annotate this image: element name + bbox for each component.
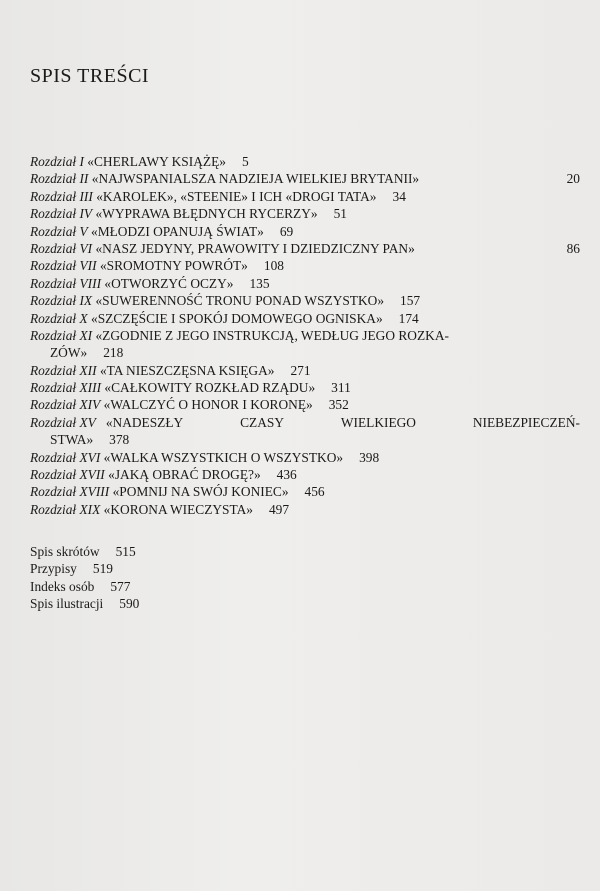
chapter-label: Rozdział IX bbox=[30, 293, 93, 309]
page-number: 157 bbox=[400, 293, 421, 309]
chapter-label: Rozdział XVIII bbox=[30, 484, 110, 500]
chapter-label: Rozdział IV bbox=[30, 206, 93, 222]
chapter-title-word: «NADESZŁY bbox=[105, 414, 184, 430]
chapter-title: «KAROLEK», «STEENIE» I ICH «DROGI TATA» bbox=[96, 188, 377, 204]
chapter-title: «WYPRAWA BŁĘDNYCH RYCERZY» bbox=[95, 206, 318, 222]
chapter-title: «MŁODZI OPANUJĄ ŚWIAT» bbox=[91, 223, 264, 239]
page-number: 577 bbox=[110, 578, 131, 594]
toc-entry bbox=[30, 414, 580, 431]
chapter-label: Rozdział XIX bbox=[30, 501, 101, 517]
chapter-title: «OTWORZYĆ OCZY» bbox=[104, 275, 234, 291]
back-matter-title: Spis skrótów bbox=[30, 544, 100, 559]
toc-entry bbox=[30, 170, 580, 187]
chapter-label: Rozdział XVII bbox=[30, 467, 105, 483]
toc-entry bbox=[30, 240, 580, 257]
toc-entry bbox=[30, 396, 580, 413]
chapter-title: «ZGODNIE Z JEGO INSTRUKCJĄ, WEDŁUG JEGO ROZKA- bbox=[95, 327, 449, 343]
page-number: 590 bbox=[119, 596, 140, 612]
page-number: 352 bbox=[328, 397, 349, 413]
page-number: 398 bbox=[359, 449, 380, 465]
toc-entry bbox=[30, 205, 580, 222]
page-number: 519 bbox=[92, 561, 113, 577]
chapter-label: Rozdział VI bbox=[30, 240, 93, 256]
chapter-title-continued: ZÓW» bbox=[50, 345, 88, 361]
chapter-title: «WALCZYĆ O HONOR I KORONĘ» bbox=[103, 397, 313, 413]
toc-entry bbox=[30, 257, 580, 274]
chapter-label: Rozdział X bbox=[30, 310, 88, 326]
back-matter-entry bbox=[30, 543, 330, 560]
chapter-title: «CAŁKOWITY ROZKŁAD RZĄDU» bbox=[104, 380, 316, 396]
chapter-title: «CHERLAWY KSIĄŻĘ» bbox=[87, 154, 226, 169]
chapter-label: Rozdział XIV bbox=[30, 397, 101, 413]
chapter-label: Rozdział XV bbox=[30, 414, 96, 430]
toc-entry bbox=[30, 223, 580, 240]
page-number: 218 bbox=[103, 345, 124, 361]
back-matter-title: Indeks osób bbox=[30, 578, 95, 594]
toc-entry bbox=[30, 310, 580, 327]
page-number: 135 bbox=[249, 275, 270, 291]
page-number: 497 bbox=[268, 501, 290, 517]
toc-entry bbox=[30, 379, 580, 396]
chapter-label: Rozdział XII bbox=[30, 362, 97, 378]
chapter-title: «TA NIESZCZĘSNA KSIĘGA» bbox=[99, 362, 275, 378]
back-matter-entry bbox=[30, 595, 330, 612]
page-number: 5 bbox=[241, 154, 249, 169]
chapter-label: Rozdział XI bbox=[30, 327, 93, 343]
chapter-label: Rozdział II bbox=[30, 171, 89, 187]
page-number: 311 bbox=[331, 380, 351, 396]
chapter-title: «SUWERENNOŚĆ TRONU PONAD WSZYSTKO» bbox=[95, 293, 385, 309]
page-number: 378 bbox=[109, 432, 130, 448]
toc-entry bbox=[30, 362, 580, 379]
chapter-label: Rozdział I bbox=[30, 154, 84, 169]
toc-entry bbox=[30, 153, 580, 170]
chapter-label: Rozdział V bbox=[30, 223, 88, 239]
toc-entry bbox=[30, 327, 580, 344]
toc-entry bbox=[30, 292, 580, 309]
page-number: 108 bbox=[263, 258, 284, 274]
page-number: 20 bbox=[566, 171, 580, 187]
page-number: 436 bbox=[276, 467, 297, 483]
chapter-title: «POMNIJ NA SWÓJ KONIEC» bbox=[112, 484, 289, 500]
toc-entry-continued bbox=[30, 344, 580, 361]
back-matter-title: Spis ilustracji bbox=[30, 596, 104, 612]
chapter-title: «WALKA WSZYSTKICH O WSZYSTKO» bbox=[103, 449, 344, 465]
chapter-title-word: NIEBEZPIECZEŃ- bbox=[472, 414, 580, 430]
back-matter-title: Przypisy bbox=[30, 561, 77, 577]
chapter-title-word: WIELKIEGO bbox=[340, 414, 416, 430]
page-number: 51 bbox=[333, 206, 347, 222]
page-number: 456 bbox=[304, 484, 325, 500]
chapter-title-continued: STWA» bbox=[50, 432, 94, 448]
page-title: SPIS TREŚCI bbox=[30, 65, 150, 87]
chapter-title: «NAJWSPANIALSZA NADZIEJA WIELKIEJ BRYTANII» bbox=[91, 171, 420, 187]
chapter-label: Rozdział VII bbox=[30, 258, 97, 274]
page-number: 86 bbox=[566, 240, 580, 256]
chapter-title: «NASZ JEDYNY, PRAWOWITY I DZIEDZICZNY PAN» bbox=[95, 240, 415, 256]
back-matter-list bbox=[30, 543, 330, 613]
table-of-contents bbox=[30, 153, 580, 518]
back-matter-entry bbox=[30, 578, 330, 595]
chapter-title bbox=[106, 414, 580, 431]
chapter-title: «SROMOTNY POWRÓT» bbox=[99, 258, 248, 274]
page-number: 271 bbox=[290, 362, 311, 378]
chapter-title: «KORONA WIECZYSTA» bbox=[103, 501, 253, 517]
toc-entry bbox=[30, 501, 580, 518]
page-number: 174 bbox=[398, 310, 419, 326]
toc-entry-continued bbox=[30, 431, 580, 448]
toc-entry bbox=[30, 449, 580, 466]
toc-entry bbox=[30, 188, 580, 205]
page-number: 515 bbox=[115, 544, 136, 559]
back-matter-entry bbox=[30, 560, 330, 577]
page-number: 69 bbox=[279, 223, 294, 239]
chapter-label: Rozdział XIII bbox=[30, 380, 102, 396]
toc-entry bbox=[30, 466, 580, 483]
chapter-title: «JAKĄ OBRAĆ DROGĘ?» bbox=[108, 467, 261, 483]
chapter-title: «SZCZĘŚCIE I SPOKÓJ DOMOWEGO OGNISKA» bbox=[91, 310, 383, 326]
page-number: 34 bbox=[392, 188, 406, 204]
chapter-label: Rozdział XVI bbox=[30, 449, 101, 465]
chapter-label: Rozdział III bbox=[30, 188, 93, 204]
chapter-label: Rozdział VIII bbox=[30, 275, 102, 291]
chapter-title-word: CZASY bbox=[240, 414, 284, 430]
toc-entry bbox=[30, 483, 580, 500]
toc-entry bbox=[30, 275, 580, 292]
